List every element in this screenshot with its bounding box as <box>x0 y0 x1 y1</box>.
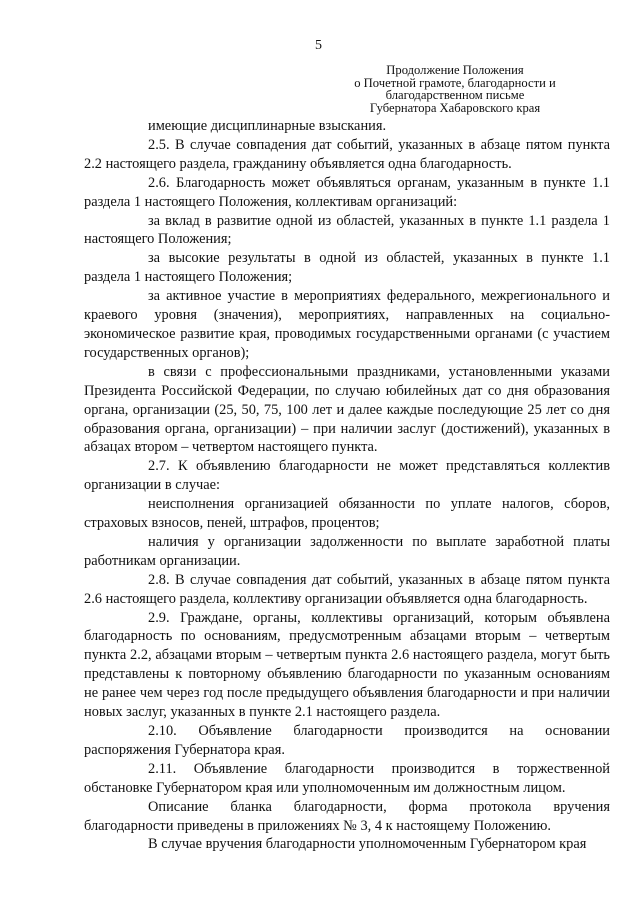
header-line: благодарственном письме <box>385 88 525 102</box>
page-number: 5 <box>315 38 322 53</box>
body-text <box>84 117 610 854</box>
paragraph-2-9: 2.9. Граждане, органы, коллективы организаций, которым объявлена благодарность по основаниям, предусмотренным абзацами вторым – четвертым пункта 2.2, абзацами вторым – четвертым пункта 2.6 настоящего раздела, могут быть представлены к повторному объявлению благодарности по указанным основаниям не ранее чем через год после предыдущего объявления благодарности и при наличии новых заслуг, указанных в пункте 2.1 настоящего раздела. <box>84 609 610 721</box>
header-line: о Почетной грамоте, благодарности и <box>354 75 556 90</box>
paragraph: имеющие дисциплинарные взыскания. <box>148 118 387 134</box>
paragraph: Описание бланка благодарности, форма протокола вручения благодарности приведены в приложениях № 3, 4 к настоящему Положению. <box>84 798 610 834</box>
header-line: Продолжение Положения <box>386 63 524 77</box>
paragraph: в связи с профессиональными праздниками, установленными указами Президента Российской Федерации, по случаю юбилейных дат со дня образования органа, организации (25, 50, 75, 100 лет и далее каждые последующие 25 лет со дня образования органа, организации) – при наличии заслуг (достижений), указанных в абзацах втором – четвертом настоящего пункта. <box>84 363 610 456</box>
paragraph-2-11: 2.11. Объявление благодарности производится в торжественной обстановке Губернатором края или уполномоченным им должностным лицом. <box>84 760 610 796</box>
running-header <box>305 64 605 114</box>
paragraph: неисполнения организацией обязанности по уплате налогов, сборов, страховых взносов, пеней, штрафов, процентов; <box>84 496 610 532</box>
paragraph: за активное участие в мероприятиях федерального, межрегионального и краевого уровня (значения), мероприятиях, направленных на социально-экономическое развитие края, проводимых государственными органами (с участием государственных органов); <box>84 288 610 361</box>
paragraph: наличия у организации задолженности по выплате заработной платы работникам организации. <box>84 533 610 569</box>
paragraph-2-5: 2.5. В случае совпадения дат событий, указанных в абзаце пятом пункта 2.2 настоящего раздела, гражданину объявляется одна благодарность. <box>84 136 610 172</box>
paragraph-2-8: 2.8. В случае совпадения дат событий, указанных в абзаце пятом пункта 2.6 настоящего раздела, коллективу организации объявляется одна благодарность. <box>84 571 610 607</box>
header-line: Губернатора Хабаровского края <box>369 100 541 115</box>
paragraph: за вклад в развитие одной из областей, указанных в пункте 1.1 раздела 1 настоящего Положения; <box>84 212 610 248</box>
paragraph-2-6: 2.6. Благодарность может объявляться органам, указанным в пункте 1.1 раздела 1 настоящего Положения, коллективам организаций: <box>84 174 610 210</box>
paragraph-2-7: 2.7. К объявлению благодарности не может представляться коллектив организации в случае: <box>84 458 610 494</box>
paragraph-2-10: 2.10. Объявление благодарности производится на основании распоряжения Губернатора края. <box>84 723 610 758</box>
paragraph: за высокие результаты в одной из областей, указанных в пункте 1.1 раздела 1 настоящего Положения; <box>84 250 610 286</box>
paragraph: В случае вручения благодарности уполномоченным Губернатором края <box>148 836 587 853</box>
